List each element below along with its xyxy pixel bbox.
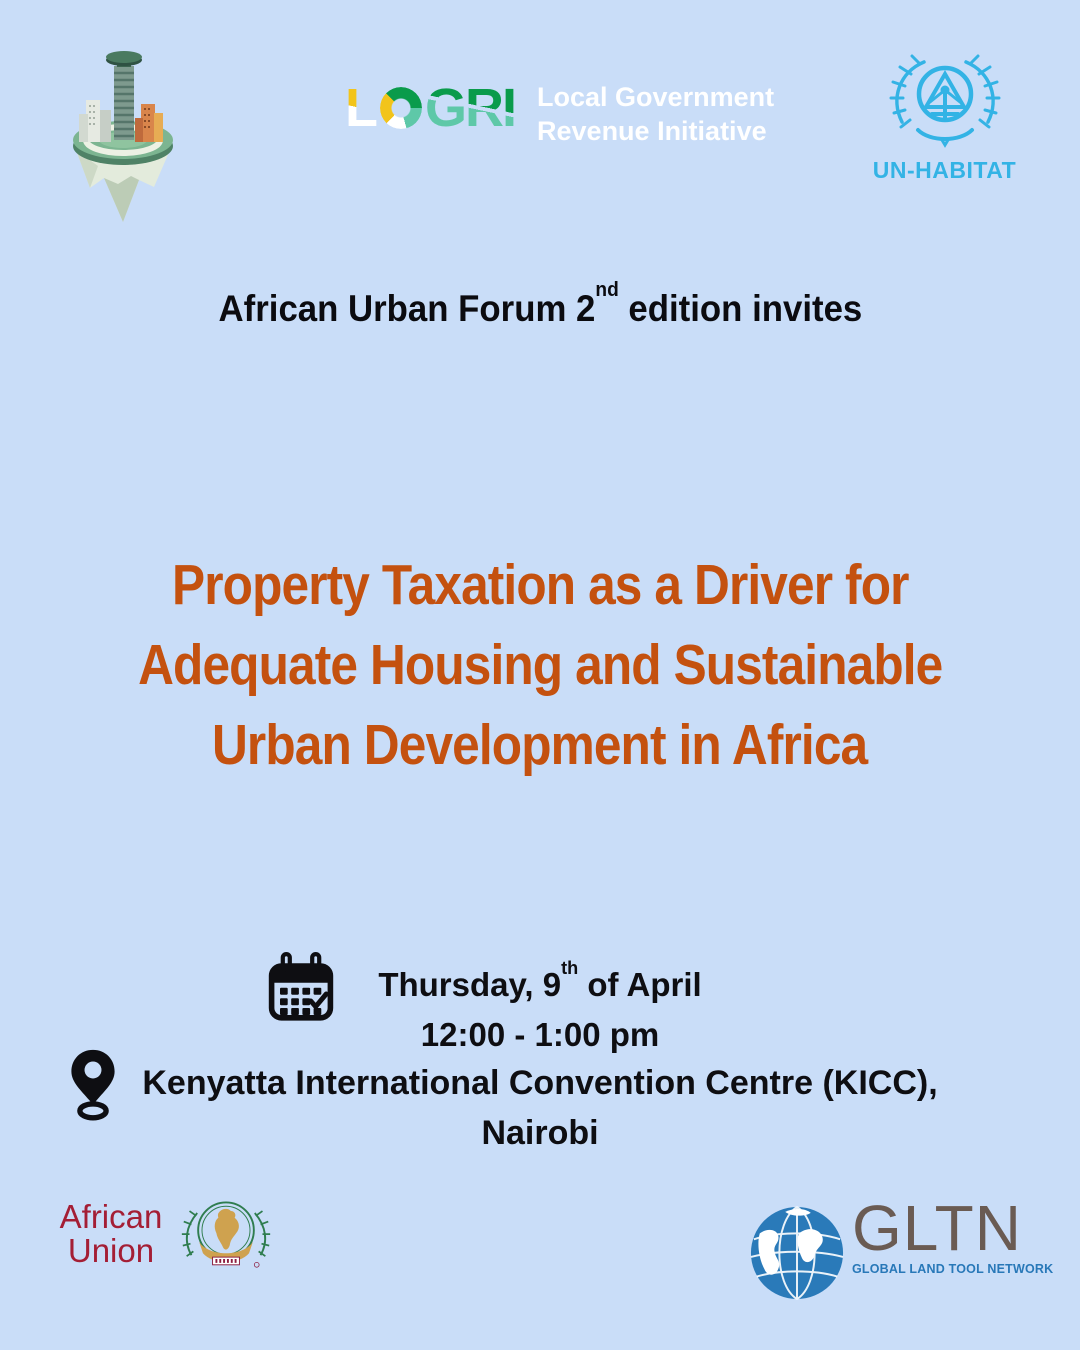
invite-heading-prefix: African Urban Forum 2 [218,288,595,329]
main-title-line2: Adequate Housing and Sustainable [137,633,943,697]
african-union-line1: African [59,1198,163,1235]
invite-heading-superscript: nd [594,279,619,302]
event-date-suffix: of April [578,966,702,1003]
un-habitat-label: UN-HABITAT [872,157,1017,183]
gltn-logo [748,1192,1054,1302]
gltn-globe-icon [748,1204,846,1302]
event-date-prefix: Thursday, 9 [378,966,562,1003]
kicc-island-logo-icon [48,36,198,226]
logri-name-line1: Local Government [537,82,775,112]
event-date-superscript: th [561,958,579,979]
gltn-tagline: GLOBAL LAND TOOL NETWORK [852,1262,1054,1276]
un-habitat-logo [872,50,1017,184]
event-time: 12:00 - 1:00 pm [420,1016,660,1053]
logri-logo [345,78,774,148]
logri-letters-gri: GRI [425,78,516,138]
invite-heading [0,279,1080,330]
african-union-logo [46,1200,274,1284]
logri-o-mark-icon [380,87,422,129]
logri-name-line2: Revenue Initiative [537,116,767,146]
gltn-text-block [852,1192,1054,1302]
invite-heading-suffix: edition invites [618,288,862,329]
main-title-line3: Urban Development in Africa [212,713,868,777]
african-union-line2: Union [67,1232,155,1269]
event-date [0,958,1080,1004]
african-union-wordmark [46,1200,176,1284]
african-union-emblem-icon [178,1188,274,1284]
main-title [0,545,1080,785]
gltn-acronym: GLTN [852,1192,1022,1264]
logri-wordmark [345,78,515,138]
main-title-line1: Property Taxation as a Driver for [171,553,909,617]
logri-letter-l: L [345,78,376,138]
event-venue-line2: Nairobi [481,1114,599,1152]
event-venue-line1: Kenyatta International Convention Centre (KICC), [142,1064,938,1102]
logri-full-name [537,78,774,148]
un-habitat-emblem-icon [880,50,1010,155]
